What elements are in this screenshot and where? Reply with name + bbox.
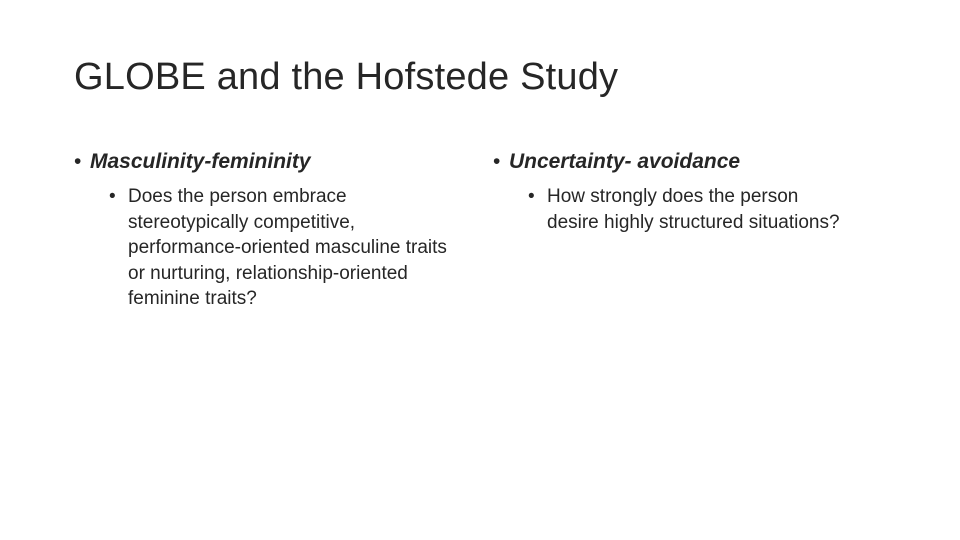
heading-text: Uncertainty- avoidance [509, 150, 741, 173]
sub-bullet-text: How strongly does the person desire highly structured situations? [547, 186, 840, 233]
sub-bullet-uncertainty [528, 184, 852, 235]
bullet-icon: • [528, 186, 535, 207]
bullet-heading-uncertainty [493, 148, 893, 176]
sub-bullet-masculinity [109, 184, 458, 312]
bullet-icon: • [109, 186, 116, 207]
right-column [493, 148, 893, 235]
slide-title: GLOBE and the Hofstede Study [74, 56, 619, 98]
bullet-heading-masculinity [74, 148, 474, 176]
sub-bullet-text: Does the person embrace stereotypically competitive, performance-oriented masculine traits or nurturing, relationship-oriented feminine traits? [128, 186, 447, 309]
heading-text: Masculinity-femininity [90, 150, 311, 173]
bullet-icon: • [74, 150, 82, 173]
left-column [74, 148, 474, 312]
bullet-icon: • [493, 150, 501, 173]
